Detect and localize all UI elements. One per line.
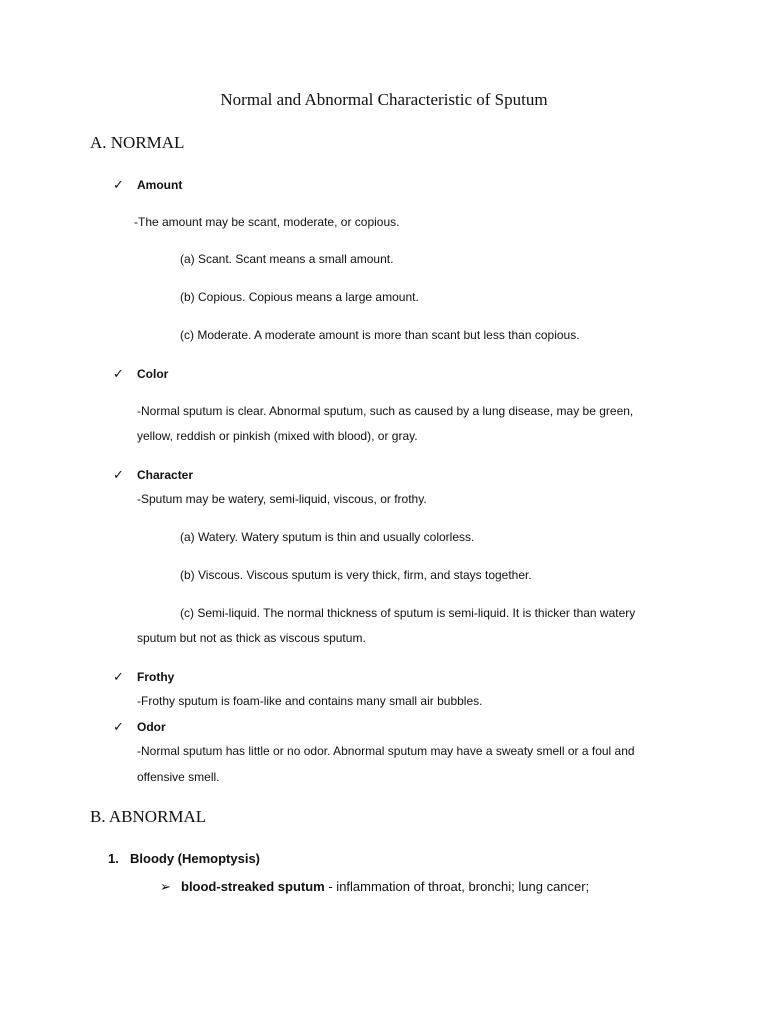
amount-item-scant: (a) Scant. Scant means a small amount. (180, 252, 394, 266)
character-item-viscous: (b) Viscous. Viscous sputum is very thick, firm, and stays together. (180, 568, 532, 582)
color-text-line1: -Normal sputum is clear. Abnormal sputum, such as caused by a lung disease, may be green, (137, 404, 634, 418)
document-title: Normal and Abnormal Characteristic of Sputum (220, 90, 548, 109)
amount-item-moderate: (c) Moderate. A moderate amount is more than scant but less than copious. (180, 328, 580, 342)
check-icon: ✓ (113, 719, 124, 734)
frothy-text: -Frothy sputum is foam-like and contains many small air bubbles. (137, 694, 483, 708)
section-heading-normal: A. NORMAL (90, 133, 185, 152)
character-intro: -Sputum may be watery, semi-liquid, viscous, or frothy. (137, 492, 427, 506)
check-icon: ✓ (113, 177, 124, 192)
abnormal-bullet (181, 879, 589, 894)
item-title-frothy: Frothy (137, 670, 175, 684)
amount-item-copious: (b) Copious. Copious means a large amount. (180, 290, 419, 304)
odor-text-line1: -Normal sputum has little or no odor. Abnormal sputum may have a sweaty smell or a foul and (137, 744, 635, 758)
character-item-semi-liquid: (c) Semi-liquid. The normal thickness of sputum is semi-liquid. It is thicker than watery (180, 606, 636, 620)
check-icon: ✓ (113, 669, 124, 684)
arrow-bullet-icon: ➢ (160, 879, 171, 894)
item-title-character: Character (137, 468, 194, 482)
character-item-watery: (a) Watery. Watery sputum is thin and usually colorless. (180, 530, 475, 544)
abnormal-item-title-bloody: Bloody (Hemoptysis) (130, 851, 261, 866)
amount-intro: -The amount may be scant, moderate, or copious. (134, 215, 400, 229)
check-icon: ✓ (113, 467, 124, 482)
odor-text-line2: offensive smell. (137, 770, 220, 784)
abnormal-item-number: 1. (108, 851, 119, 866)
bullet-description: - inflammation of throat, bronchi; lung cancer; (324, 879, 590, 894)
item-title-odor: Odor (137, 720, 166, 734)
item-title-amount: Amount (137, 178, 183, 192)
item-title-color: Color (137, 367, 169, 381)
character-item-continuation: sputum but not as thick as viscous sputum. (137, 631, 366, 645)
bullet-term: blood-streaked sputum (181, 879, 325, 894)
section-heading-abnormal: B. ABNORMAL (90, 807, 207, 826)
color-text-line2: yellow, reddish or pinkish (mixed with blood), or gray. (137, 429, 418, 443)
check-icon: ✓ (113, 366, 124, 381)
